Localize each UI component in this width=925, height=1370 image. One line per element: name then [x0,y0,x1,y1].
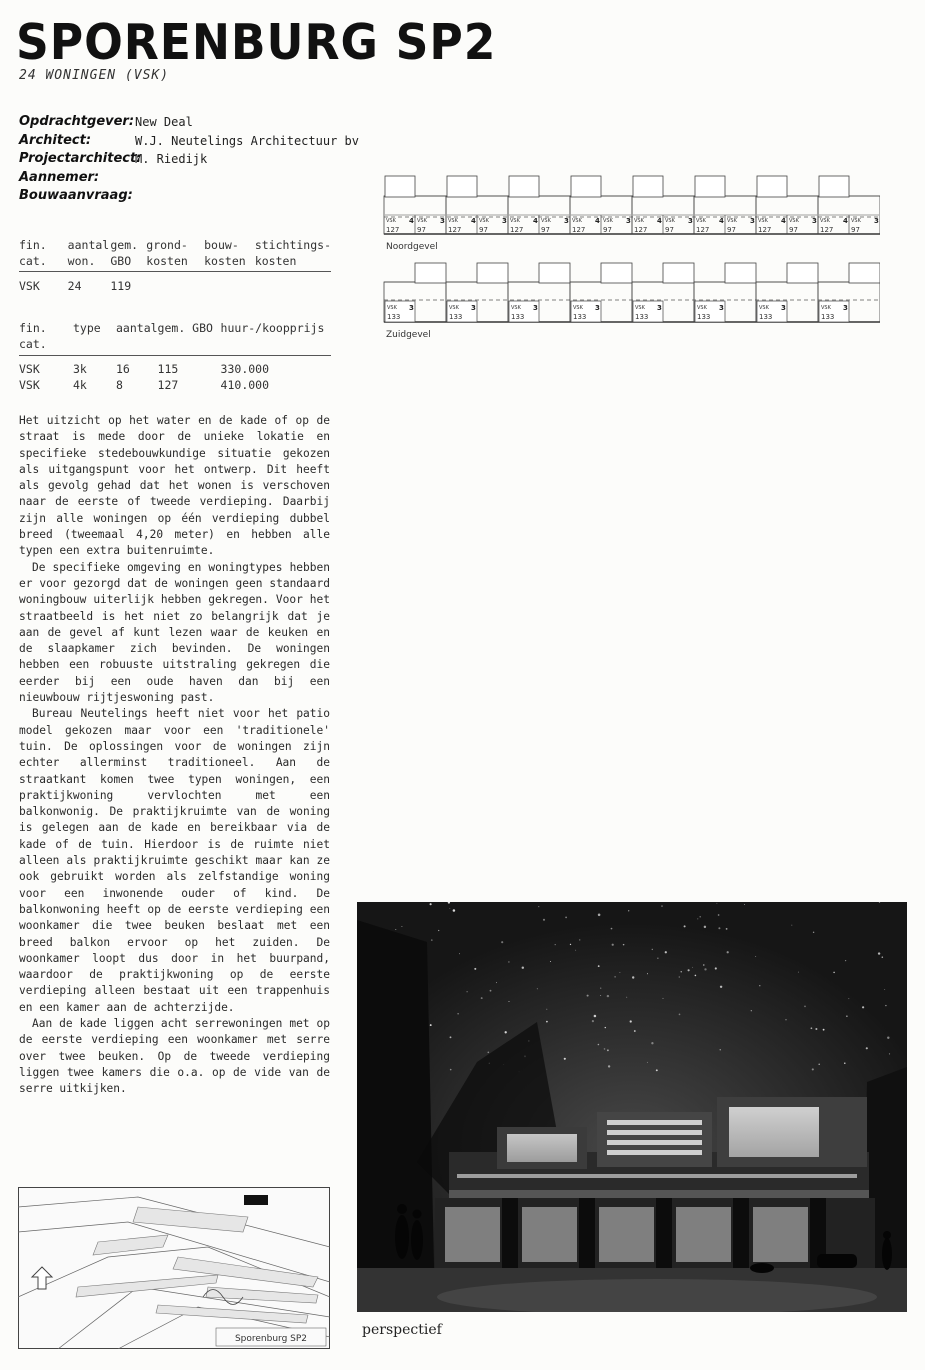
svg-text:3: 3 [750,217,755,225]
svg-text:133: 133 [387,313,401,321]
perspective-caption: perspectief [362,1322,442,1338]
svg-text:4: 4 [781,217,786,225]
north-elevation [384,176,880,234]
svg-text:VSK: VSK [511,305,521,311]
body-paragraph: Bureau Neutelings heeft niet voor het patio model gekozen maar voor een 'traditionele' tuin. De oplossingen voor de woningen zijn echter allerminst traditioneel. Aan de straatkant komen twee typen woningen, een praktijkwoning vervlochten met een balkonwonig. De praktijkruimte van de woning is gelegen aan de kade en bereikbaar via de kade of de tuin. Hierdoor is de ruimte niet alleen als praktijkruimte geschikt maar kan ze ook gebruikt worden als zelfstandige woning voor een inwonende ouder of kind. De balkonwoning heeft op de eerste verdieping een woonkamer die twee beuken beslaat met een breed balkon ervoor op het zuiden. De woonkamer loopt dus door in het buurpand, waardoor de praktijkwoning op de eerste verdieping alleen bestaat uit een trappenhuis en een kamer aan de achterzijde. [19,707,330,1014]
svg-text:4: 4 [533,217,538,225]
svg-text:VSK: VSK [572,218,582,224]
svg-text:3: 3 [812,217,817,225]
cost-table [19,237,331,294]
svg-text:133: 133 [635,313,649,321]
svg-text:127: 127 [386,226,400,234]
table-header: gem. GBO [157,321,213,335]
svg-text:VSK: VSK [696,218,706,224]
table-cell: 16 [116,362,130,376]
svg-text:97: 97 [479,226,488,234]
svg-text:VSK: VSK [635,305,645,311]
south-house-unit [632,263,694,322]
svg-text:4: 4 [595,217,600,225]
credit-value: W.J. Neutelings Architectuur bv [135,133,359,148]
table-header: aantal [116,321,158,335]
table-header: fin. cat. [19,321,47,351]
south-house-unit [446,263,508,322]
svg-text:VSK: VSK [387,305,397,311]
table-cell: VSK [19,378,40,392]
svg-text:3: 3 [409,304,414,312]
svg-text:97: 97 [417,226,426,234]
svg-text:3: 3 [688,217,693,225]
svg-text:3: 3 [595,304,600,312]
svg-text:3: 3 [626,217,631,225]
south-elevation [384,263,880,322]
svg-text:127: 127 [820,226,834,234]
svg-text:97: 97 [665,226,674,234]
svg-text:4: 4 [843,217,848,225]
svg-text:VSK: VSK [758,218,768,224]
svg-text:VSK: VSK [386,218,396,224]
svg-text:97: 97 [603,226,612,234]
table-header-row [19,237,331,272]
type-table [19,320,331,393]
table-cell: 410.000 [220,378,270,392]
body-text [19,413,330,1097]
table-header: grond- kosten [146,238,188,268]
svg-text:127: 127 [448,226,462,234]
svg-text:3: 3 [874,217,879,225]
svg-text:133: 133 [573,313,587,321]
table-cell: 127 [157,378,179,392]
svg-text:97: 97 [789,226,798,234]
table-cell: 8 [116,378,123,392]
south-house-unit [508,263,570,322]
credit-label: Opdrachtgever: [19,114,135,129]
svg-text:VSK: VSK [479,218,489,224]
credit-label: Aannemer: [19,169,100,185]
north-house-unit [632,176,694,234]
credit-value: New Deal [135,115,193,129]
svg-text:VSK: VSK [727,218,737,224]
table-header: bouw- kosten [204,238,246,268]
credit-row [19,169,359,188]
north-house-unit [570,176,632,234]
north-house-unit [756,176,818,234]
page-subtitle: 24 WONINGEN (VSK) [19,68,170,83]
svg-text:127: 127 [510,226,524,234]
svg-text:3: 3 [502,217,507,225]
svg-text:133: 133 [449,313,463,321]
svg-text:VSK: VSK [573,305,583,311]
south-house-unit [694,263,756,322]
table-header: huur-/koopprijs [220,321,325,335]
table-header: type [73,321,101,335]
svg-text:4: 4 [657,217,662,225]
south-elevation-label: Zuidgevel [386,330,431,340]
table-row [19,377,331,393]
table-cell: 4k [73,378,87,392]
svg-text:97: 97 [541,226,550,234]
table-header: fin. cat. [19,238,47,268]
table-row [19,272,331,295]
svg-text:VSK: VSK [541,218,551,224]
svg-text:4: 4 [409,217,414,225]
svg-text:3: 3 [843,304,848,312]
south-house-unit [570,263,632,322]
svg-text:97: 97 [727,226,736,234]
south-house-unit [818,263,880,322]
credit-label: Architect: [19,132,92,148]
svg-text:3: 3 [657,304,662,312]
table-header: aantal won. [67,238,110,268]
page-title: SPORENBURG SP2 [16,14,497,71]
svg-text:127: 127 [572,226,586,234]
svg-text:127: 127 [696,226,710,234]
svg-text:3: 3 [533,304,538,312]
svg-text:3: 3 [471,304,476,312]
svg-text:VSK: VSK [448,218,458,224]
svg-text:133: 133 [697,313,711,321]
table-cell [255,272,331,295]
svg-text:127: 127 [758,226,772,234]
north-elevation-label: Noordgevel [386,242,438,252]
svg-text:133: 133 [511,313,525,321]
table-cell: VSK [19,362,40,376]
svg-text:VSK: VSK [449,305,459,311]
table-header: stichtings- kosten [254,238,331,268]
svg-text:VSK: VSK [697,305,707,311]
credit-label: Projectarchitect: [19,151,142,166]
south-house-unit [756,263,818,322]
svg-text:VSK: VSK [603,218,613,224]
body-paragraph: Het uitzicht op het water en de kade of op de straat is mede door de unieke lokatie en specifieke stedebouwkundige situatie gekozen als uitgangspunt voor het ontwerp. Dit heeft als gevolg gehad dat het wonen is verschoven naar de eerste of tweede verdieping. Daarbij zijn alle woningen op één verdieping dubbel breed (tweemaal 4,20 meter) en hebben alle typen een extra buitenruimte. [19,414,330,558]
svg-text:VSK: VSK [665,218,675,224]
svg-text:3: 3 [719,304,724,312]
north-house-unit [446,176,508,234]
perspective-image [357,902,907,1312]
table-cell: VSK [19,279,40,293]
credit-row [19,187,359,206]
credit-value: M. Riedijk [135,152,208,166]
north-house-unit [694,176,756,234]
north-house-unit [508,176,570,234]
table-cell [204,272,255,295]
svg-text:4: 4 [471,217,476,225]
svg-text:VSK: VSK [789,218,799,224]
credit-row [19,132,359,151]
svg-text:3: 3 [781,304,786,312]
table-header: gem. GBO [110,238,139,268]
table-header-row [19,320,331,356]
body-paragraph: Aan de kade liggen acht serrewoningen met op de eerste verdieping een woonkamer met serre over twee beuken. Op de tweede verdieping liggen twee kamers die o.a. op de vide van de serre uitkijken. [19,1016,330,1096]
svg-text:3: 3 [440,217,445,225]
table-cell: 330.000 [220,362,270,376]
table-cell [146,272,204,295]
credit-row [19,113,359,132]
svg-text:VSK: VSK [510,218,520,224]
svg-text:127: 127 [634,226,648,234]
svg-text:VSK: VSK [634,218,644,224]
project-credits [19,113,359,206]
location-map [18,1187,330,1349]
table-cell: 3k [73,362,87,376]
svg-text:4: 4 [719,217,724,225]
svg-text:VSK: VSK [417,218,427,224]
credit-label: Bouwaanvraag: [19,188,133,203]
elevation-drawings [380,170,880,345]
credit-row [19,150,359,169]
north-house-unit [384,176,446,234]
map-label: Sporenburg SP2 [234,1334,308,1344]
svg-text:97: 97 [851,226,860,234]
svg-text:VSK: VSK [821,305,831,311]
svg-text:3: 3 [564,217,569,225]
svg-text:VSK: VSK [851,218,861,224]
svg-text:133: 133 [759,313,773,321]
body-paragraph: De specifieke omgeving en woningtypes hebben er voor gezorgd dat de woningen geen standaard woningbouw uiterlijk hebben gekregen. Voor het straatbeeld is het niet zo belangrijk dat je aan de gevel af kunt lezen waar de keuken en de slaapkamer zich bevinden. De woningen hebben een robuuste uitstraling gekregen die eerder bij een oude haven dan bij een nieuwbouw rijtjeswoning past. [19,560,330,705]
svg-text:VSK: VSK [759,305,769,311]
north-house-unit [818,176,880,234]
svg-text:VSK: VSK [820,218,830,224]
south-house-unit [384,263,446,322]
table-cell: 24 [67,279,82,293]
svg-text:133: 133 [821,313,835,321]
table-row [19,356,331,378]
table-cell: 115 [157,362,179,376]
table-cell: 119 [110,279,132,293]
